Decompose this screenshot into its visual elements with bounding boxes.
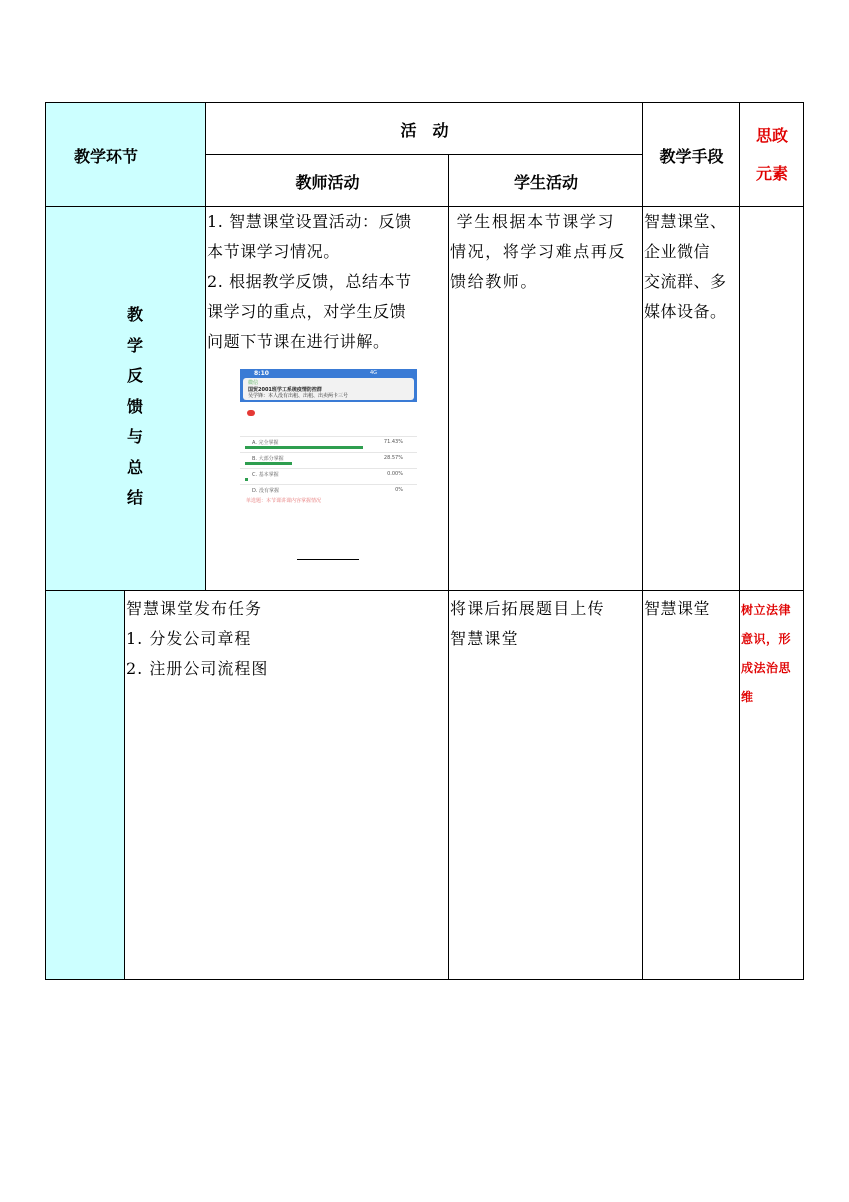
- stage-char: 与: [126, 427, 143, 446]
- text-line: 成法治思: [741, 661, 792, 675]
- poll-option-percent: 28.57%: [383, 455, 403, 461]
- text-line: 智慧课堂、: [644, 212, 727, 231]
- stage-char: 学: [126, 335, 143, 355]
- row2-teacher-text: [126, 594, 446, 684]
- row1-means-text: [644, 207, 740, 327]
- feedback-screenshot: [240, 369, 417, 506]
- banner-app: 微信: [248, 380, 259, 386]
- poll-option-label: D. 没有掌握: [252, 488, 280, 494]
- poll-option-label: B. 大部分掌握: [252, 456, 284, 462]
- text-line: 智慧课堂: [450, 629, 519, 648]
- text-line: 企业微信: [644, 242, 711, 261]
- text-line: 课学习的重点，对学生反馈: [207, 302, 407, 321]
- poll-option-bar: [245, 446, 363, 449]
- text-line: 意识，形: [741, 632, 792, 646]
- poll-option: [240, 452, 417, 469]
- header-student-activity: 学生活动: [513, 172, 578, 192]
- poll-option: [240, 468, 417, 485]
- poll-option-percent: 71.43%: [383, 439, 403, 445]
- row2-student-text: [450, 594, 643, 654]
- poll-option-percent: 0.00%: [387, 471, 403, 477]
- poll-option-bar: [245, 462, 292, 465]
- stage-char: 结: [126, 488, 143, 507]
- header-ideology: [740, 103, 804, 207]
- text-line: 树立法律: [741, 603, 792, 617]
- text-line: 将课后拓展题目上传: [450, 599, 605, 618]
- row2-ideology-text: [741, 596, 803, 712]
- banner-title: 国贸2001班学工系统疫情防控群: [248, 387, 322, 393]
- poll-footer: 单选题：本节课讲课内容掌握情况: [246, 498, 322, 504]
- text-line: 情况，将学习难点再反: [450, 242, 627, 261]
- text-line: 本节课学习情况。: [207, 242, 340, 261]
- stage-cell-row2: [46, 591, 125, 979]
- stage-row1-vertical-text: [120, 300, 150, 514]
- header-teacher-activity: 教师活动: [295, 172, 360, 192]
- phone-time: 8:10: [254, 370, 269, 377]
- row1-teacher-text: [207, 207, 449, 357]
- row1-student-text: [450, 207, 643, 297]
- header-ideology-line1: 思政: [755, 126, 788, 145]
- text-line: 维: [741, 690, 754, 704]
- banner-message: 吴学锋：本人没有出租、出租、出卖两卡三号: [248, 393, 349, 399]
- underline-blank: [297, 559, 359, 560]
- stage-char: 馈: [126, 396, 143, 416]
- stage-char: 教: [126, 305, 143, 324]
- phone-signal: 4G: [370, 370, 378, 376]
- header-means: 教学手段: [659, 146, 724, 166]
- text-line: 1. 智慧课堂设置活动：反馈: [207, 212, 412, 231]
- text-line: 智慧课堂: [644, 599, 711, 618]
- poll-option-label: A. 完全掌握: [252, 440, 279, 446]
- header-activity: 活 动: [400, 120, 449, 140]
- text-line: 问题下节课在进行讲解。: [207, 332, 390, 351]
- text-line: 馈给教师。: [450, 272, 539, 291]
- row2-means-text: [644, 594, 740, 624]
- text-line: 智慧课堂发布任务: [126, 599, 263, 618]
- poll-option-bar: [245, 478, 248, 481]
- red-dot-icon: [247, 410, 255, 416]
- stage-char: 总: [126, 457, 143, 477]
- text-line: 学生根据本节课学习: [450, 212, 616, 231]
- header-ideology-line2: 元素: [755, 164, 788, 183]
- poll-option: [240, 436, 417, 453]
- header-stage: 教学环节: [73, 146, 138, 166]
- stage-char: 反: [126, 366, 143, 385]
- text-line: 2. 根据教学反馈，总结本节: [207, 272, 412, 291]
- text-line: 交流群、多: [644, 272, 727, 291]
- text-line: 媒体设备。: [644, 302, 727, 321]
- text-line: 1. 分发公司章程: [126, 629, 252, 648]
- poll-option-percent: 0%: [395, 487, 403, 493]
- poll-option-label: C. 基本掌握: [252, 472, 279, 478]
- text-line: 2. 注册公司流程图: [126, 659, 269, 678]
